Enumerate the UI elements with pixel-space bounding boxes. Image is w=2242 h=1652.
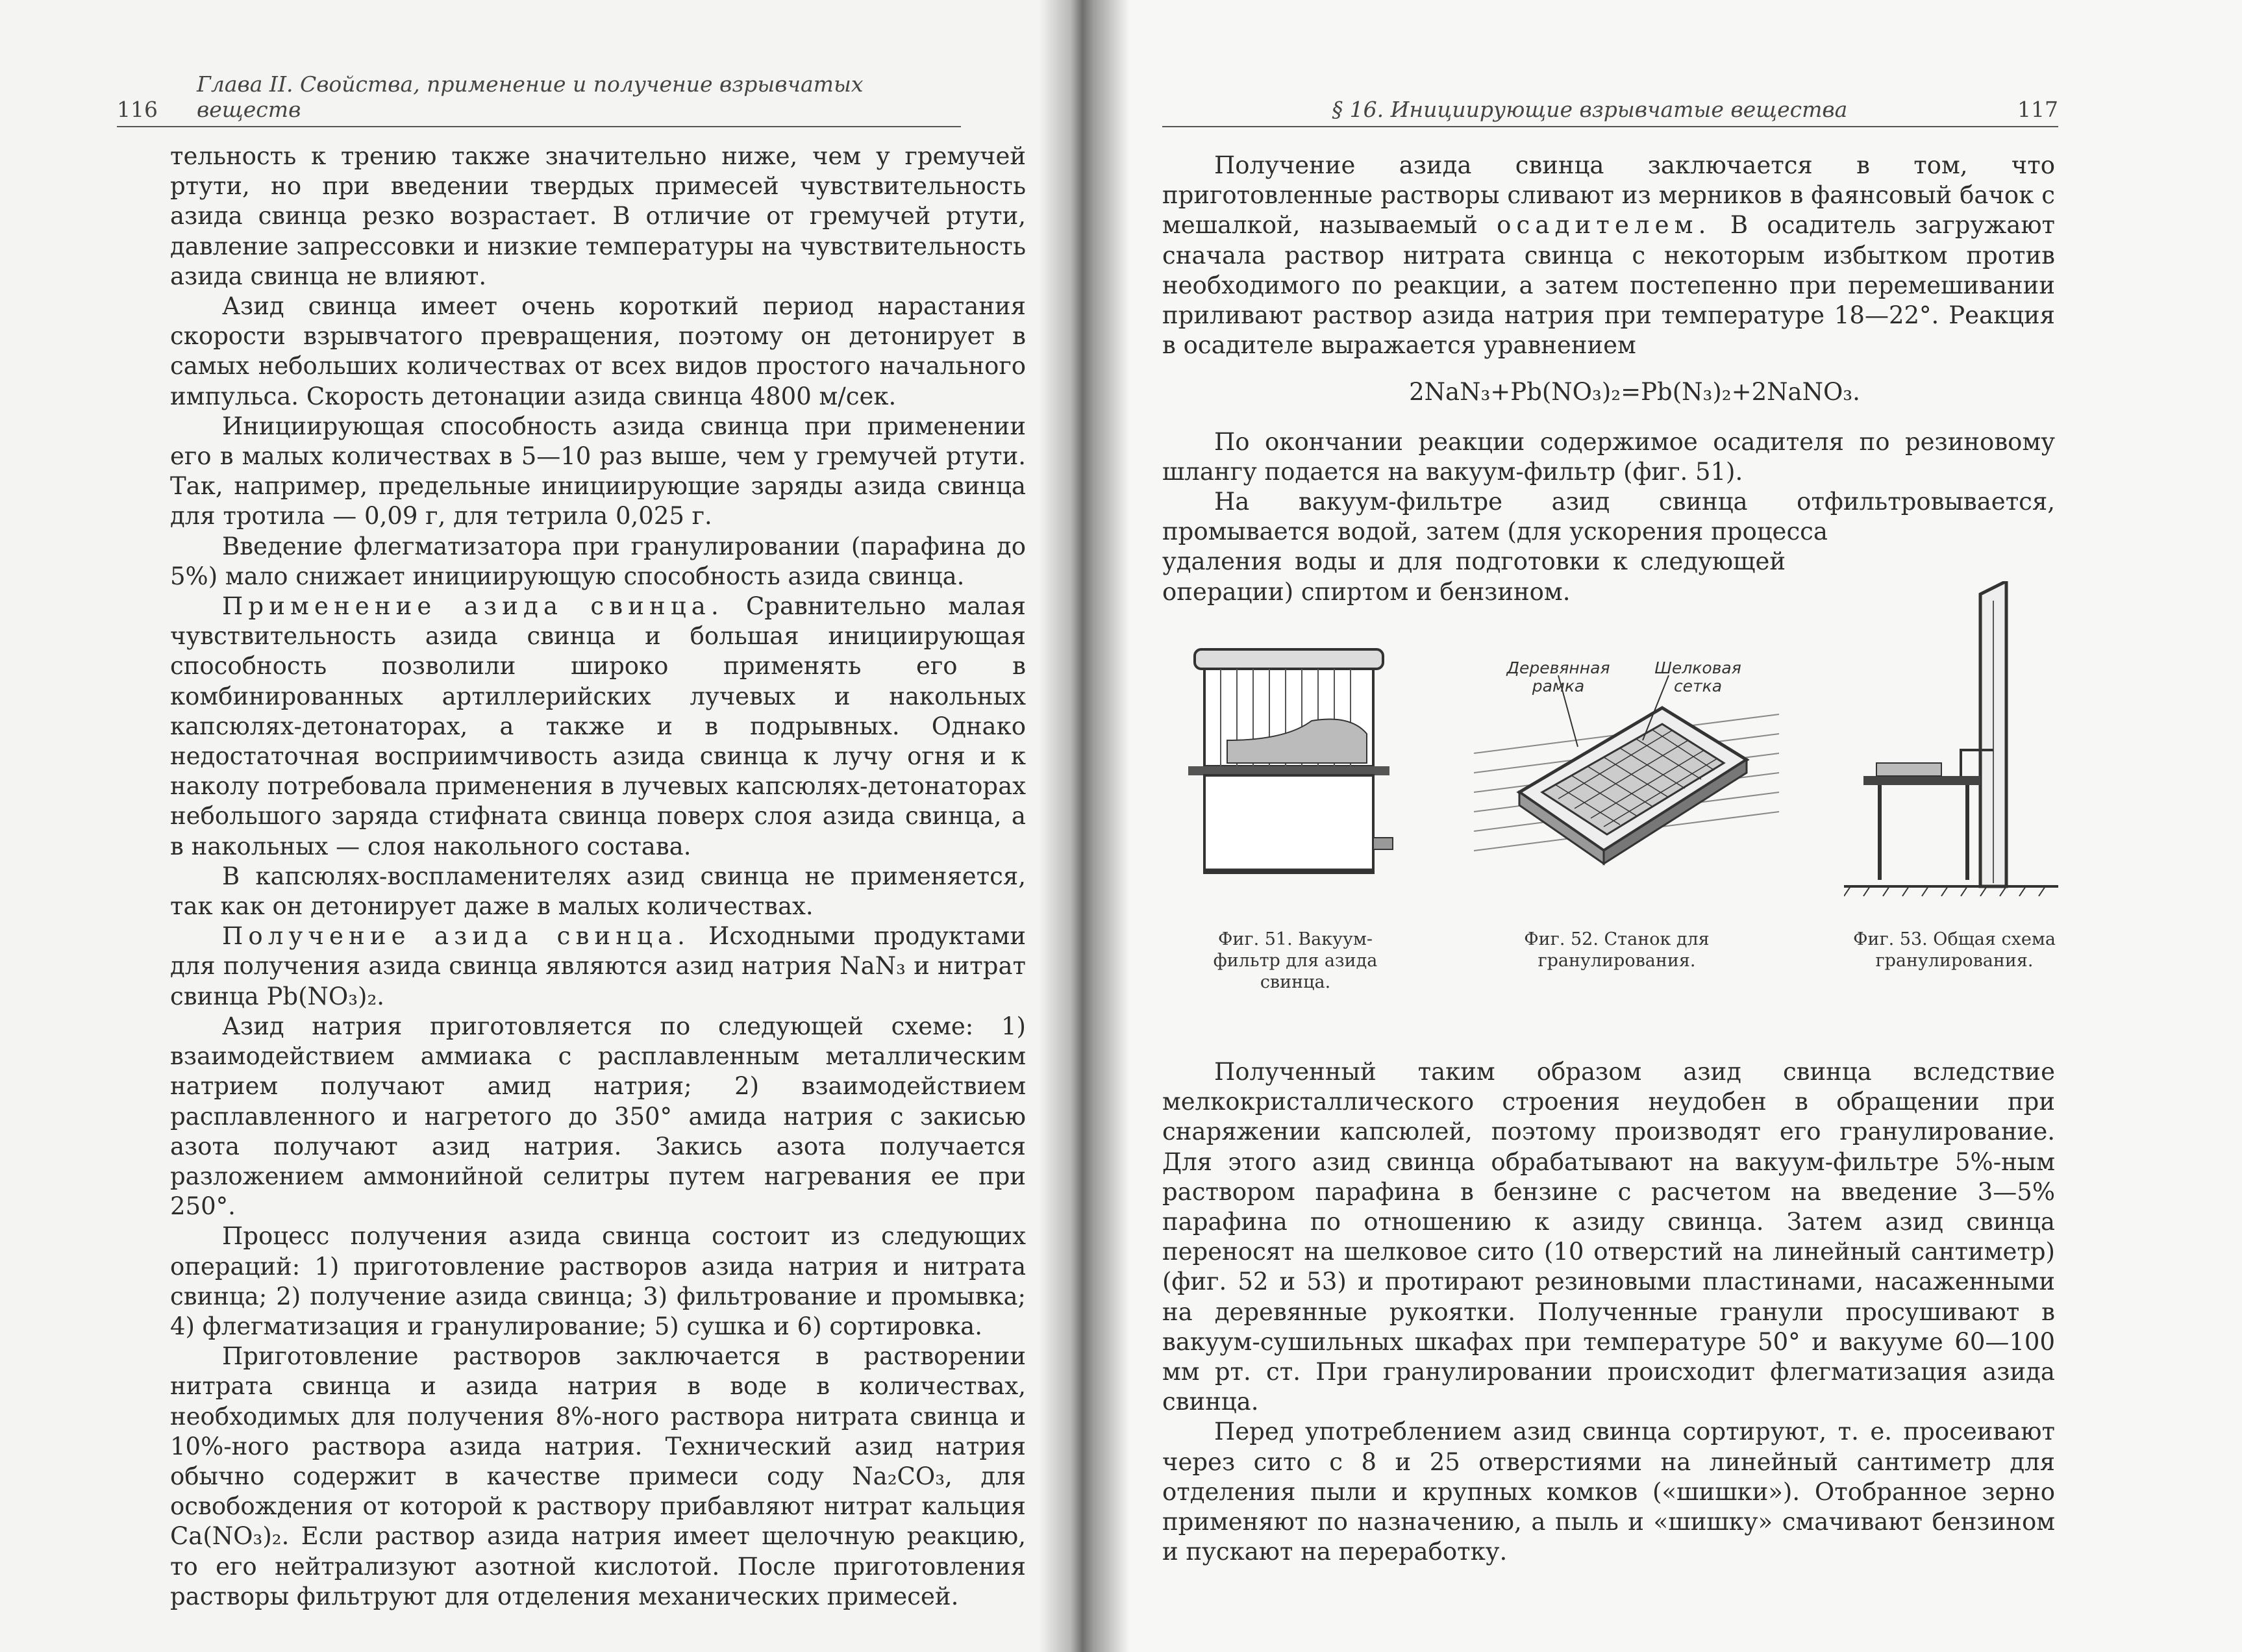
paragraph: Перед употреблением азид свинца сортируют, т. е. просеивают через сито с 8 и 25 отверстиями на линейный сантиметр для отделения пыли и крупных комков («шишки»). Отобранное зерно применяют по назначению, а пыль и «шишку» смачивают бензином и пускают на переработку. (1162, 1418, 2055, 1566)
fig51-caption: Фиг. 51. Вакуум-фильтр для азида свинца. (1213, 929, 1378, 992)
right-running-head: § 16. Инициирующие взрывчатые вещества (1332, 97, 1848, 122)
section-heading-poluchenie: Получение азида свинца. (222, 922, 691, 951)
left-running-head: Глава II. Свойства, применение и получение взрывчатых веществ (197, 71, 864, 122)
reaction-equation: 2NaN₃+Pb(NO₃)₂=Pb(N₃)₂+2NaNO₃. (1409, 378, 1860, 407)
poluchenie-text: Исходными продуктами для получения азида свинца являются азид натрия NaN₃ и нитрат свинца Pb(NO₃)₂. (170, 922, 1026, 1010)
paragraph: Приготовление растворов заключается в растворении нитрата свинца и азида натрия в воде в количествах, необходимых для получения 8%-ного раствора нитрата свинца и 10%-ного раствора азида натрия. Технический азид натрия обычно содержит в качестве примеси соду Na₂CO₃, для освобождения от которой к раствору прибавляют нитрат кальция Ca(NO₃)₂. Если раствор азида натрия имеет щелочную реакцию, то его нейтрализуют азотной кислотой. После приготовления растворы фильтруют для отделения механических примесей. (170, 1342, 1026, 1610)
fig52-label-mesh: Шелковая сетка (1654, 658, 1741, 695)
fig52-label-frame: Деревянная рамка (1506, 658, 1610, 695)
paragraph: Процесс получения азида свинца состоит из следующих операций: 1) приготовление растворов азида натрия и нитрата свинца; 2) получение азида свинца; 3) фильтрование и промывка; 4) флегматизация и гранулирование; 5) сушка и 6) сортировка. (170, 1222, 1026, 1340)
left-running-header (117, 71, 961, 127)
left-body-text (170, 142, 1026, 1612)
fig53-caption: Фиг. 53. Общая схема гранулирования. (1853, 929, 2056, 971)
fig53-granulating-scheme-drawing (1844, 581, 2058, 906)
left-page (0, 0, 1091, 1652)
paragraph: Азид свинца имеет очень короткий период нарастания скорости взрывчатого превращения, поэтому он детонирует в самых небольших количествах от всех видов простого начального импульса. Скорость детонации азида свинца 4800 м/сек. (170, 292, 1026, 410)
book-gutter (1039, 0, 1130, 1652)
figures-block (1162, 578, 2055, 1026)
paragraph: Инициирующая способность азида свинца при применении его в малых количествах в 5—10 раз выше, чем у гремучей ртути. Так, например, предельные инициирующие заряды азида свинца для тротила — 0,09 г, для тетрила 0,025 г. (170, 412, 1026, 531)
paragraph: Полученный таким образом азид свинца вследствие мелкокристаллического строения неудобен в обращении при снаряжении капсюлей, поэтому производят его гранулирование. Для этого азид свинца обрабатывают на вакуум-фильтре 5%-ным раствором парафина в бензине с расчетом на введение 3—5% парафина по отношению к азиду свинца. Затем азид свинца переносят на шелковое сито (10 отверстий на линейный сантиметр) (фиг. 52 и 53) и протирают резиновыми пластинами, насаженными на деревянные рукоятки. Полученные гранули просушивают в вакуум-сушильных шкафах при температуре 50° и вакууме 60—100 мм рт. ст. При гранулировании происходит флегматизация азида свинца. (1162, 1058, 2055, 1416)
left-page-number: 116 (117, 97, 158, 122)
paragraph: По окончании реакции содержимое осадителя по резиновому шлангу подается на вакуум-фильтр (фиг. 51). (1162, 427, 2055, 486)
right-running-header (1162, 83, 2058, 127)
fig51-vacuum-filter-drawing (1182, 643, 1396, 890)
paragraph: Введение флегматизатора при гранулировании (парафина до 5%) мало снижает инициирующую способность азида свинца. (170, 532, 1026, 590)
right-page-number: 117 (2017, 97, 2058, 122)
fig52-granulating-frame-drawing (1474, 669, 1779, 883)
right-body-text-top (1162, 151, 2055, 607)
primenenie-text: Сравнительно малая чувствительность азида свинца и большая инициирующая способность позволили широко применять его в комбинированных артиллерийских лучевых и накольных капсюлях-детонаторах, а также и в подрывных. Однако недостаточная восприимчивость азида свинца к лучу огня и к наколу потребовала применения в лучевых капсюлях-детонаторах небольшого заряда стифната свинца поверх слоя азида свинца, а в накольных — слоя накольного состава. (170, 592, 1026, 860)
paragraph-poluchenie (170, 921, 1026, 1012)
fig52-caption: Фиг. 52. Станок для гранулирования. (1524, 929, 1710, 971)
term-osaditel: осадителем. (1497, 211, 1712, 240)
paragraph: тельность к трению также значительно ниже, чем у гремучей ртути, но при введении твердых примесей чувствительность азида свинца резко возрастает. В отличие от гремучей ртути, давление запрессовки и низкие температуры на чувствительность азида свинца не влияют. (170, 142, 1026, 290)
section-heading-primenenie: Применение азида свинца. (222, 592, 724, 621)
paragraph-primenenie (170, 592, 1026, 862)
right-body-text-bottom (1162, 1057, 2055, 1567)
paragraph: В капсюлях-воспламенителях азид свинца не применяется, так как он детонирует даже в малых количествах. (170, 862, 1026, 921)
paragraph: Азид натрия приготовляется по следующей схеме: 1) взаимодействием аммиака с расплавленным металлическим натрием получают амид натрия; 2) взаимодействием расплавленного и нагретого до 350° амида натрия с закисью азота получают азид натрия. Закись азота получается разложением аммонийной селитры путем нагревания ее при 250°. (170, 1012, 1026, 1221)
paragraph-continuation: удаления воды и для подготовки к следующей операции) спиртом и бензином. (1162, 547, 1786, 606)
paragraph-osaditel: Получение азида свинца заключается в том, что приготовленные растворы сливают из мерников в фаянсовый бачок с мешалкой, называемый осадителем. В осадитель загружают сначала раствор нитрата свинца с некоторым избытком против необходимого по реакции, а затем постепенно при перемешивании приливают раствор азида натрия при температуре 18—22°. Реакция в осадителе выражается уравнением (1162, 151, 2056, 360)
paragraph: На вакуум-фильтре азид свинца отфильтровывается, промывается водой, затем (для ускорения процесса (1162, 488, 2055, 546)
